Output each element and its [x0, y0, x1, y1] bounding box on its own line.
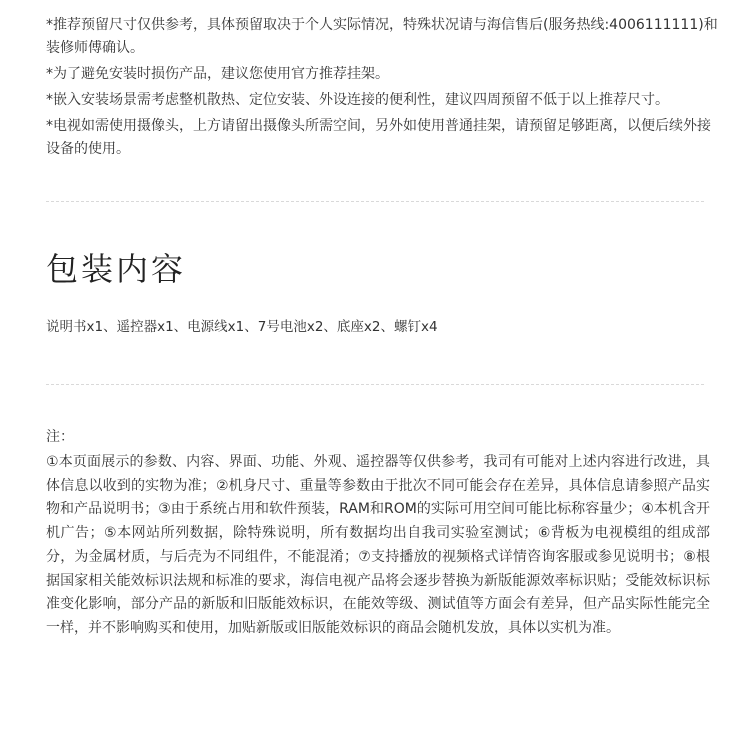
- disclaimer-body: ①本页面展示的参数、内容、界面、功能、外观、遥控器等仅供参考，我司有可能对上述内容进行改进，具体信息以收到的实物为准；②机身尺寸、重量等参数由于批次不同可能会存在差异，具体信息请参照产品实物和产品说明书；③由于系统占用和软件预装，RAM和ROM的实际可用空间可能比标称容量少；④本机含开机广告；⑤本网站所列数据，除特殊说明，所有数据均出自我司实验室测试；⑥背板为电视模组的组成部分，为金属材质，与后壳为不同组件，不能混淆；⑦支持播放的视频格式详情咨询客服或参见说明书；⑧根据国家相关能效标识法规和标准的要求，海信电视产品将会逐步替换为新版能源效率标识贴；受能效标识标准变化影响，部分产品的新版和旧版能效标识，在能效等级、测试值等方面会有差异，但产品实际性能完全一样，并不影响购买和使用，加贴新版或旧版能效标识的商品会随机发放，具体以实机为准。: [46, 454, 710, 636]
- install-note-mount: *为了避免安装时损伤产品，建议您使用官方推荐挂架。: [46, 66, 389, 82]
- divider-bottom: [46, 384, 704, 385]
- install-note-embedded: *嵌入安装场景需考虑整机散热、定位安装、外设连接的便利性，建议四周预留不低于以上推荐尺寸。: [46, 92, 669, 108]
- install-note-service: *推荐预留尺寸仅供参考，具体预留取决于个人实际情况，特殊状况请与海信售后(服务热线:4006111111)和装修师傅确认。: [46, 17, 718, 56]
- package-title: 包装内容: [46, 250, 187, 288]
- disclaimer-label: 注：: [46, 429, 74, 445]
- package-contents: 说明书x1、遥控器x1、电源线x1、7号电池x2、底座x2、螺钉x4: [46, 319, 438, 335]
- install-notes: [46, 14, 722, 161]
- install-note-camera: *电视如需使用摄像头，上方请留出摄像头所需空间，另外如使用普通挂架，请预留足够距离，以便后续外接设备的使用。: [46, 118, 711, 157]
- disclaimer: [46, 426, 710, 641]
- divider-top: [46, 201, 704, 202]
